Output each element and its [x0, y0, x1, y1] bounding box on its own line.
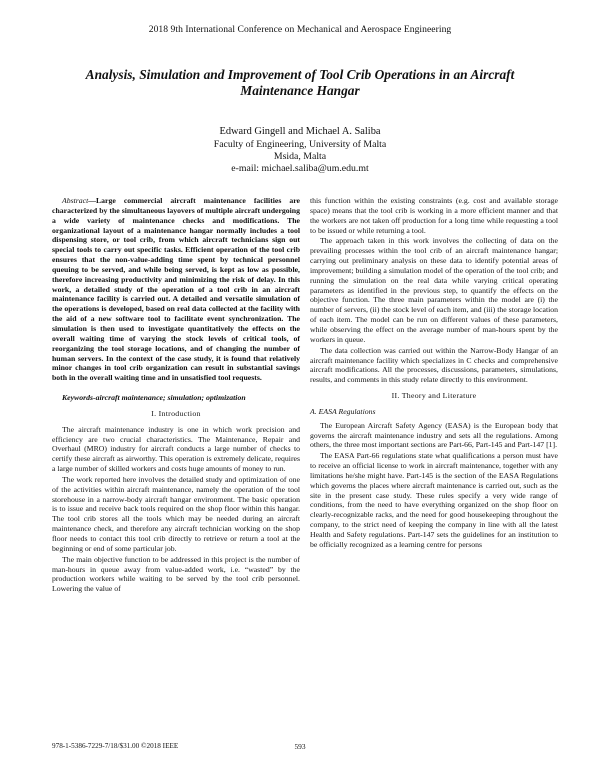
- page-number: 593: [294, 742, 306, 751]
- left-column: [52, 196, 300, 595]
- conference-header: 2018 9th International Conference on Mechanical and Aerospace Engineering: [148, 24, 452, 35]
- author-names: Edward Gingell and Michael A. Saliba: [219, 126, 381, 137]
- paper-title: Analysis, Simulation and Improvement of Tool Crib Operations in an Aircraft Maintenance Hangar: [85, 67, 515, 98]
- subsection-heading-easa: A. EASA Regulations: [310, 406, 376, 416]
- paragraph: The main objective function to be addressed in this project is the number of man-hours in queue away from value-added work, i.e. “wasted” by the production workers while waiting to be served by the tool crib personnel. Lowering the value of: [52, 554, 300, 594]
- section-heading-introduction: I. Introduction: [151, 408, 201, 418]
- author-affiliation: Faculty of Engineering, University of Malta: [213, 139, 387, 150]
- paragraph: The aircraft maintenance industry is one in which work precision and efficiency are two crucial characteristics. The Maintenance, Repair and Overhaul (MRO) industry for aircraft conducts a large number of checks to certify these aircraft as airworthy. This operation is extremely delicate, requires a large number of skilled workers and costs huge amounts of money to run.: [52, 424, 300, 474]
- keywords: Keywords-aircraft maintenance; simulation; optimization: [62, 393, 246, 403]
- author-location: Msida, Malta: [273, 151, 327, 162]
- section-heading-theory: II. Theory and Literature: [391, 391, 477, 401]
- paragraph: The EASA Part-66 regulations state what qualifications a person must have to receive an official license to work in aircraft maintenance, together with any limitations he/she might have. Part-145 is the section of the EASA Regulations which governs the places where aircraft maintenance is carried out, such as the site in the present case study. These rules specify a very wide range of conditions, from the need to have everything organized on the shop floor on clearly-recognizable racks, and the need for good housekeeping throughout the company, to the strict need of keeping the company in line with all the latest Health and Safety regulations. Part-147 sets the guidelines for an institution to be officially recognized as a learning centre for persons: [310, 451, 558, 549]
- abstract: [52, 196, 300, 383]
- author-email[interactable]: e-mail: michael.saliba@um.edu.mt: [231, 163, 369, 174]
- author-block: [0, 126, 600, 175]
- right-column: [310, 196, 558, 551]
- paragraph: The European Aircraft Safety Agency (EASA) is the European body that governs the aircraft maintenance industry and sets all the regulations. Among others, the three most important sections are Part-66, Part-145 and Part-147 [1].: [310, 420, 558, 450]
- paragraph: The work reported here involves the detailed study and optimization of one of the activities within aircraft maintenance, namely the operation of the tool storehouse in a narrow-body aircraft hangar environment. The basic operation is to issue and receive back tools required on the shop floor within this hangar. The tool crib stores all the tools which may be needed during an aircraft maintenance check, and therefore any aircraft technician working on the shop floor needs to contact this tool crib directly to retrieve or return a tool at the beginning or end of some particular job.: [52, 474, 300, 553]
- paragraph-continuation: this function within the existing constraints (e.g. cost and available storage space) means that the tool crib is working in a more efficient manner and that the workers are not taken off production for a long time while requesting a tool to be issued or while returning a tool.: [310, 196, 558, 235]
- abstract-text: —Large commercial aircraft maintenance facilities are characterized by the simultaneous layovers of multiple aircraft undergoing a wide variety of maintenance checks and modifications. The organizational layout of a maintenance hangar normally includes a tool dispensing store, or tool crib, from which aircraft technicians sign out special tools to carry out specific tasks. Efficient operation of the tool crib ensures that the non-value-adding time spent by technical personnel queuing to be served, and while being served, is kept as low as possible, therefore increasing productivity and minimizing the risk of delay. In this work, a detailed study of the operation of a tool crib in an aircraft maintenance facility is carried out. A detailed and versatile simulation of the operations is developed, based on real data collected at the facility with the aid of a new software tool to facilitate event synchronization. The simulation is then used to investigate quantitatively the effects on the overall waiting time of varying the stock levels of critical tools, of reorganizing the tool storage locations, and of changing the number of human servers. In the context of the case study, it is found that relatively minor changes in tool crib organization can result in substantial savings both in the overall waiting time and in unsatisfied tool requests.: [52, 196, 300, 383]
- abstract-lead: Abstract: [62, 196, 89, 205]
- paragraph: The approach taken in this work involves the collecting of data on the prevailing processes within the tool crib of an aircraft maintenance hangar; carrying out preliminary analysis on these data to identify potential areas of improvement; building a simulation model of the operation of the tool crib; and running the simulation on the real data while varying critical operating parameters as identified in the previous step, to quantify the effects on the objective function. The three main parameters within the model are (i) the number of servers, (ii) the stock level of each item, and (iii) the storage location of each item. The model can be run on different values of these parameters, while observing the effect on the average number of man-hours spent by the workers in queue.: [310, 236, 558, 344]
- footer-isbn: 978-1-5386-7229-7/18/$31.00 ©2018 IEEE: [52, 742, 179, 750]
- paragraph: The data collection was carried out within the Narrow-Body Hangar of an aircraft maintenance facility which specializes in C checks and comprehensive aircraft modifications. All the processes, discussions, parameters, simulations, results, and comments in this study relate directly to this environment.: [310, 345, 558, 385]
